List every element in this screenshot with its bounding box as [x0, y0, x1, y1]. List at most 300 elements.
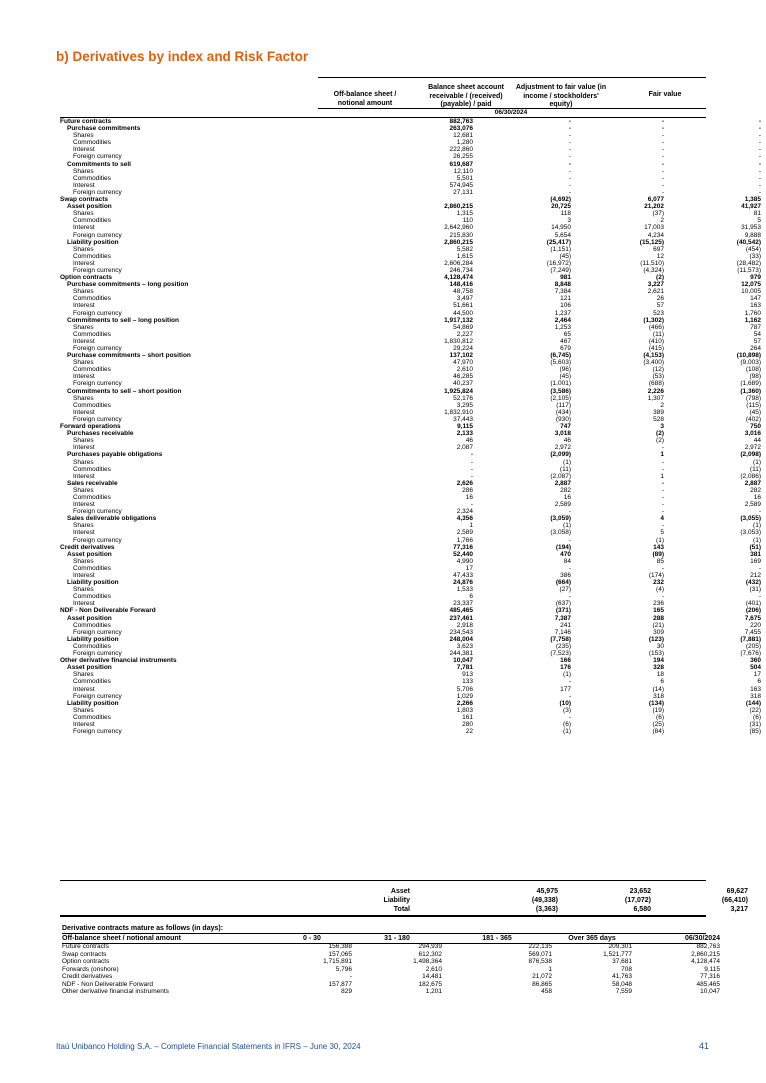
row-value: 4 [660, 515, 664, 523]
row-value: 2,087 [456, 444, 473, 452]
row-value: 3,623 [456, 642, 473, 650]
table-row [60, 544, 761, 551]
totals-value: 45,975 [536, 888, 558, 895]
table-row [60, 182, 761, 189]
row-value: (37) [652, 210, 664, 218]
row-label: NDF - Non Deliverable Forward [60, 607, 156, 615]
maturity-value: 1 [548, 965, 552, 973]
row-value: 750 [750, 423, 761, 431]
row-value: 4,128,474 [444, 274, 473, 282]
row-value: (434) [555, 408, 571, 416]
row-value: 7,781 [456, 664, 473, 672]
maturity-value: 14,481 [422, 973, 442, 980]
row-value: - [661, 153, 664, 161]
row-label: Interest [73, 444, 95, 452]
row-label: Foreign currency [73, 309, 122, 317]
row-value: - [568, 508, 571, 516]
table-row [60, 515, 761, 522]
row-label: Asset position [67, 664, 112, 672]
row-value: 6 [660, 678, 664, 686]
row-value: - [568, 564, 571, 572]
table-row [60, 466, 761, 473]
row-value: 16 [465, 493, 473, 501]
row-value: 2,589 [554, 501, 571, 509]
row-label: Commodities [73, 174, 111, 182]
maturity-value: 37,681 [612, 958, 632, 965]
table-row [60, 686, 761, 693]
table-row [60, 714, 761, 721]
row-value: 194 [653, 657, 664, 665]
row-value: 7,455 [744, 628, 761, 636]
row-value: 1,830,812 [444, 337, 473, 345]
maturity-header-cell: 31 - 180 [384, 935, 410, 942]
table-row [60, 402, 761, 409]
maturity-title: Derivative contracts mature as follows (in days): [62, 925, 224, 932]
row-value: (637) [555, 600, 571, 608]
row-value: (96) [559, 366, 571, 374]
row-value: (25,417) [546, 238, 571, 246]
row-value: 163 [750, 302, 761, 310]
table-row [60, 210, 761, 217]
row-value: - [758, 181, 761, 189]
row-value: 1,803 [456, 706, 473, 714]
table-row [60, 267, 761, 274]
table-row [60, 302, 761, 309]
row-value: (15,125) [639, 238, 664, 246]
table-row [60, 161, 761, 168]
row-value: (1,001) [550, 380, 571, 388]
row-label: Foreign currency [73, 231, 122, 239]
row-value: (19) [652, 706, 664, 714]
row-value: (410) [648, 337, 664, 345]
maturity-value: 4,128,474 [691, 958, 720, 965]
maturity-value: 2,860,215 [691, 950, 720, 958]
row-value: (1,151) [550, 245, 571, 253]
row-label: Purchases receivable [67, 430, 134, 438]
row-value: - [470, 458, 473, 466]
table-row [60, 494, 761, 501]
maturity-value: 876,538 [528, 958, 552, 965]
table-row [60, 274, 761, 281]
row-value: 52,440 [453, 550, 473, 558]
row-value: 147 [750, 295, 761, 303]
row-value: 1,925,824 [444, 387, 473, 395]
row-value: 237,461 [449, 614, 473, 622]
row-value: 46,285 [453, 373, 473, 381]
row-value: 3,497 [456, 295, 473, 303]
row-value: 47,970 [453, 359, 473, 367]
row-label: Asset position [67, 614, 112, 622]
maturity-row-label: Forwards (onshore) [62, 965, 119, 973]
row-value: 52,176 [453, 394, 473, 402]
row-value: 2 [660, 401, 664, 409]
header-notional: Off-balance sheet / notional amount [333, 91, 397, 107]
row-value: 2,589 [456, 529, 473, 537]
row-value: - [758, 153, 761, 161]
row-value: (6,745) [550, 352, 571, 360]
table-row [60, 643, 761, 650]
row-value: 220 [750, 621, 761, 629]
row-value: - [568, 132, 571, 140]
row-value: - [661, 188, 664, 196]
row-label: Other derivative financial instruments [60, 657, 177, 665]
row-value: 2,860,215 [444, 203, 473, 211]
row-value: - [758, 132, 761, 140]
table-row [60, 586, 761, 593]
row-value: - [568, 125, 571, 133]
row-value: (21) [652, 621, 664, 629]
row-value: 3 [567, 217, 571, 225]
table-row [60, 189, 761, 196]
row-label: Foreign currency [73, 728, 122, 736]
row-label: Commodities [73, 564, 111, 572]
row-value: 5,706 [456, 685, 473, 693]
row-value: 232 [653, 579, 664, 587]
table-row [60, 217, 761, 224]
row-label: Foreign currency [73, 508, 122, 516]
row-label: Shares [73, 359, 94, 367]
row-value: 318 [653, 692, 664, 700]
row-value: 2,621 [647, 288, 664, 296]
row-label: Liability position [67, 699, 119, 707]
row-value: 3,227 [647, 281, 664, 289]
row-value: (402) [745, 415, 761, 423]
row-label: Shares [73, 437, 94, 445]
row-value: 1 [469, 522, 473, 530]
row-value: 485,465 [449, 607, 473, 615]
row-value: (6) [656, 713, 664, 721]
table-row [60, 537, 761, 544]
row-value: (1) [753, 536, 761, 544]
row-value: 85 [656, 557, 664, 565]
table-row [60, 324, 761, 331]
row-label: Commodities [73, 217, 111, 225]
maturity-header-cell: 0 - 30 [303, 935, 321, 942]
table-row [60, 593, 761, 600]
row-label: Shares [73, 671, 94, 679]
row-value: 20,725 [551, 203, 571, 211]
row-value: 31,953 [741, 224, 761, 232]
maturity-value: 1,498,364 [413, 958, 442, 965]
row-value: - [470, 501, 473, 509]
row-label: Shares [73, 706, 94, 714]
row-label: Foreign currency [73, 536, 122, 544]
row-label: Option contracts [60, 274, 113, 282]
table-row [60, 224, 761, 231]
row-value: 17 [465, 564, 473, 572]
row-value: - [661, 160, 664, 168]
totals-top-rule [60, 880, 706, 881]
table-row [60, 622, 761, 629]
row-value: 10,047 [453, 657, 473, 665]
row-value: 215,830 [449, 231, 473, 239]
row-label: Commodities [73, 713, 111, 721]
row-value: (206) [745, 607, 761, 615]
row-value: 165 [653, 607, 664, 615]
maturity-row [62, 981, 720, 989]
row-value: 177 [560, 685, 571, 693]
table-row [60, 175, 761, 182]
row-value: 2,626 [456, 479, 473, 487]
row-label: Purchase commitments – long position [67, 281, 189, 289]
header-balance-sheet: Balance sheet account receivable / (received) (payable) / paid [428, 84, 504, 108]
row-value: 1,162 [744, 316, 761, 324]
table-row [60, 260, 761, 267]
header-adjustment: Adjustment to fair value (in income / stockholders' equity) [515, 84, 607, 108]
table-row [60, 331, 761, 338]
row-label: Commitments to sell – long position [67, 316, 179, 324]
row-value: 18 [656, 671, 664, 679]
row-value: 1,237 [554, 309, 571, 317]
row-label: Foreign currency [73, 153, 122, 161]
row-value: 26,255 [453, 153, 473, 161]
table-row [60, 700, 761, 707]
row-value: 2,133 [456, 430, 473, 438]
table-row [60, 153, 761, 160]
row-value: - [661, 508, 664, 516]
row-value: - [568, 153, 571, 161]
table-row [60, 600, 761, 607]
row-value: 6 [757, 678, 761, 686]
maturity-row-label: Swap contracts [62, 950, 107, 958]
row-value: 118 [560, 210, 571, 218]
table-row [60, 629, 761, 636]
row-value: 51,661 [453, 302, 473, 310]
table-row [60, 139, 761, 146]
table-row [60, 707, 761, 714]
row-label: Shares [73, 522, 94, 530]
table-row [60, 352, 761, 359]
totals-row [60, 905, 748, 914]
row-value: - [568, 536, 571, 544]
table-row [60, 671, 761, 678]
table-row [60, 522, 761, 529]
row-value: 2,642,960 [444, 224, 473, 232]
row-value: 504 [750, 664, 761, 672]
row-label: Foreign currency [73, 380, 122, 388]
row-value: - [661, 501, 664, 509]
maturity-value: 86,865 [532, 980, 552, 988]
row-value: 3,295 [456, 401, 473, 409]
maturity-value: 21,072 [532, 973, 552, 980]
maturity-value: 1,715,891 [323, 958, 352, 965]
row-value: (1) [563, 671, 571, 679]
totals-bottom-rule [60, 915, 706, 917]
row-label: Interest [73, 600, 95, 608]
maturity-value: 829 [341, 988, 352, 995]
row-label: Commodities [73, 678, 111, 686]
row-label: Shares [73, 323, 94, 331]
maturity-value: 2,610 [425, 965, 442, 973]
row-value: 1,315 [456, 210, 473, 218]
table-row [60, 295, 761, 302]
table-row [60, 239, 761, 246]
row-value: 5,501 [456, 174, 473, 182]
row-value: (45) [559, 252, 571, 260]
row-value: (1) [656, 536, 664, 544]
table-row [60, 693, 761, 700]
row-value: 84 [563, 557, 571, 565]
row-value: 16 [563, 493, 571, 501]
row-value: (1,689) [740, 380, 761, 388]
row-value: 7,387 [554, 614, 571, 622]
row-value: - [470, 451, 473, 459]
row-value: 1,766 [456, 536, 473, 544]
table-row [60, 388, 761, 395]
row-value: - [661, 132, 664, 140]
row-label: Commodities [73, 465, 111, 473]
table-row [60, 551, 761, 558]
row-value: 248,004 [449, 635, 473, 643]
table-row [60, 650, 761, 657]
header-fair-value: Fair value [648, 91, 682, 98]
row-value: - [758, 118, 761, 125]
row-value: 37,443 [453, 415, 473, 423]
table-row [60, 373, 761, 380]
row-value: (6) [563, 720, 571, 728]
row-value: 26 [656, 295, 664, 303]
totals-value: 6,580 [633, 906, 651, 913]
row-label: Commodities [73, 252, 111, 260]
row-value: (454) [745, 245, 761, 253]
row-value: 17,003 [644, 224, 664, 232]
row-value: 318 [750, 692, 761, 700]
row-value: (10) [559, 699, 571, 707]
row-label: Foreign currency [73, 345, 122, 352]
row-label: Interest [73, 337, 95, 345]
row-value: (7,881) [740, 635, 761, 643]
maturity-row [62, 988, 720, 996]
row-value: - [661, 181, 664, 189]
row-label: Commodities [73, 593, 111, 601]
row-value: - [661, 146, 664, 154]
row-value: (33) [749, 252, 761, 260]
row-value: (1,302) [643, 316, 664, 324]
row-label: Interest [73, 472, 95, 480]
row-value: - [661, 167, 664, 175]
table-row [60, 253, 761, 260]
table-row [60, 395, 761, 402]
row-value: 747 [560, 423, 571, 431]
row-label: Shares [73, 458, 94, 466]
row-value: 523 [653, 309, 664, 317]
row-value: 286 [462, 486, 473, 494]
maturity-row [62, 966, 720, 974]
row-value: 44 [753, 437, 761, 445]
row-value: 244,381 [449, 650, 473, 658]
row-value: 1,029 [456, 692, 473, 700]
row-value: 3 [660, 423, 664, 431]
row-value: - [568, 118, 571, 125]
row-label: Asset position [67, 550, 112, 558]
maturity-row [62, 951, 720, 959]
maturity-header-cell: 181 - 365 [482, 935, 512, 942]
row-value: 619,687 [449, 160, 473, 168]
row-value: 246,734 [449, 266, 473, 274]
maturity-row-label: Option contracts [62, 958, 110, 965]
table-row [60, 288, 761, 295]
row-value: 5,582 [456, 245, 473, 253]
row-value: (11) [652, 330, 664, 338]
row-value: 222,860 [449, 146, 473, 154]
row-value: 48,758 [453, 288, 473, 296]
row-value: 54,869 [453, 323, 473, 331]
row-value: 29,224 [453, 345, 473, 352]
page-number: 41 [698, 1041, 709, 1051]
maturity-row [62, 943, 720, 951]
row-value: 1,307 [647, 394, 664, 402]
row-value: (2) [656, 437, 664, 445]
row-value: 212 [750, 572, 761, 579]
table-row [60, 437, 761, 444]
row-value: (16,972) [546, 259, 571, 267]
maturity-header-bottom-rule [62, 943, 706, 944]
maturity-value: 882,763 [696, 943, 720, 950]
maturity-value: 5,796 [335, 965, 352, 973]
row-value: (108) [745, 366, 761, 374]
table-row [60, 565, 761, 572]
row-value: (3,053) [740, 529, 761, 537]
table-row [60, 232, 761, 239]
row-value: 2,464 [554, 316, 571, 324]
row-value: (84) [652, 728, 664, 736]
maturity-value: 10,047 [700, 988, 720, 995]
row-value: (3,058) [550, 529, 571, 537]
table-row [60, 607, 761, 614]
table-row [60, 451, 761, 458]
footer-text: Itaú Unibanco Holding S.A. – Complete Financial Statements in IFRS – June 30, 2024 [56, 1042, 361, 1051]
table-row [60, 664, 761, 671]
row-label: Shares [73, 586, 94, 594]
row-value: (3,059) [550, 515, 571, 523]
row-value: 21,202 [644, 203, 664, 211]
row-label: Sales deliverable obligations [67, 515, 157, 523]
row-label: Purchase commitments [67, 125, 141, 133]
row-value: 1,615 [456, 252, 473, 260]
table-row [60, 444, 761, 451]
row-value: - [568, 188, 571, 196]
row-label: Foreign currency [73, 415, 122, 423]
row-label: Swap contracts [60, 196, 109, 204]
row-value: (85) [749, 728, 761, 736]
row-value: 81 [753, 210, 761, 218]
row-value: (1) [563, 728, 571, 736]
row-value: 12,075 [741, 281, 761, 289]
row-value: (14) [652, 685, 664, 693]
row-value: (194) [555, 543, 571, 551]
row-value: - [568, 692, 571, 700]
row-value: (45) [559, 373, 571, 381]
table-row [60, 380, 761, 387]
maturity-value: 1,521,777 [603, 950, 632, 958]
row-value: 7,384 [554, 288, 571, 296]
maturity-header-cell: Over 365 days [568, 935, 616, 942]
row-value: 1 [660, 451, 664, 459]
row-value: 110 [462, 217, 473, 225]
row-value: (31) [749, 720, 761, 728]
row-value: 10,005 [741, 288, 761, 296]
row-value: 2,972 [554, 444, 571, 452]
row-value: - [661, 564, 664, 572]
table-row [60, 317, 761, 324]
row-value: 679 [560, 345, 571, 352]
row-value: 121 [560, 295, 571, 303]
row-value: (25) [652, 720, 664, 728]
maturity-row-label: NDF - Non Deliverable Forward [62, 980, 154, 988]
row-value: (153) [648, 650, 664, 658]
row-value: - [661, 493, 664, 501]
row-value: (11,573) [737, 266, 761, 274]
